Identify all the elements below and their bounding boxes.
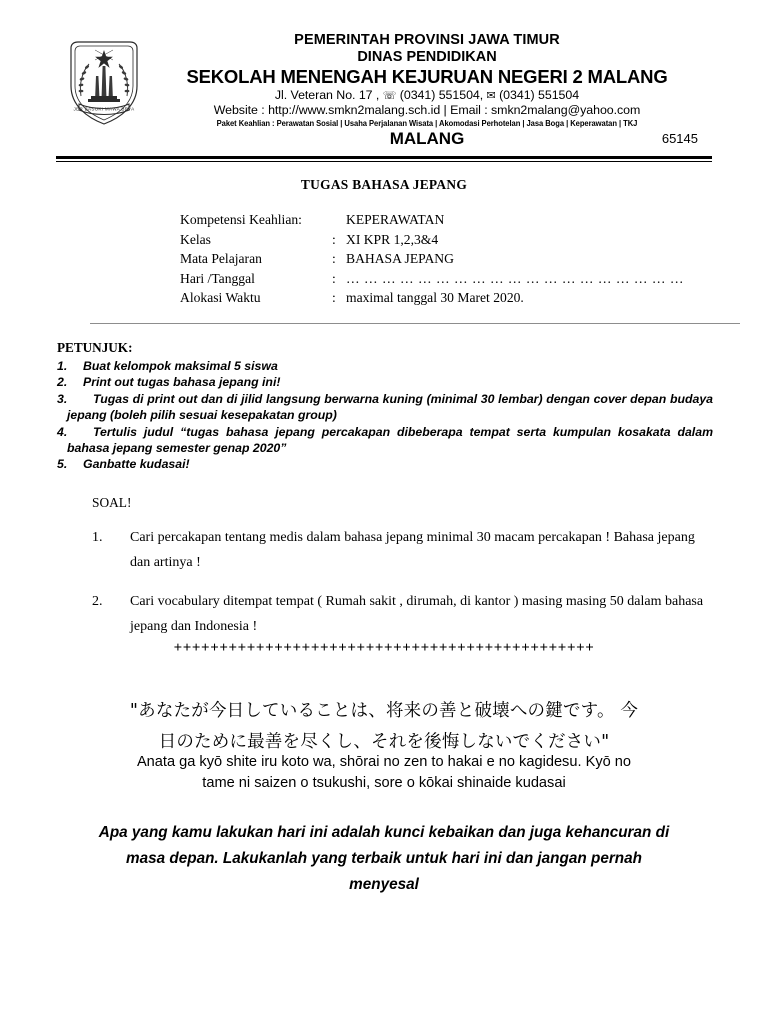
list-item-text: Ganbatte kudasai! <box>83 457 190 472</box>
meta-label: Hari /Tanggal <box>180 270 255 286</box>
list-item <box>57 456 713 472</box>
list-item-number: 3. <box>57 391 68 406</box>
quote-indonesian-line-3: menyesal <box>349 876 419 893</box>
list-item-text: Tugas di print out dan di jilid langsung berwarna kuning (minimal 30 lembar) dengan cover depan budaya jepang (boleh pilih sesuai kesepakatan group) <box>67 391 713 423</box>
list-item <box>57 424 713 457</box>
list-item <box>57 391 713 424</box>
list-item-number: 2. <box>92 594 103 609</box>
meta-value: XI KPR 1,2,3&4 <box>346 231 439 247</box>
quote-romaji-line-2: tame ni saizen o tsukushi, sore o kōkai shinaide kudasai <box>202 775 566 791</box>
list-item-text: Print out tugas bahasa jepang ini! <box>83 375 281 390</box>
list-item-number: 1. <box>92 530 103 545</box>
meta-value: KEPERAWATAN <box>346 212 445 227</box>
letterhead <box>56 32 712 149</box>
meta-row <box>180 210 684 230</box>
meta-row <box>180 230 684 250</box>
svg-text:JER BASUKI MAWA BEYA: JER BASUKI MAWA BEYA <box>73 106 135 112</box>
meta-label: Kompetensi Keahlian: <box>180 212 302 227</box>
list-item-number: 5. <box>57 457 68 472</box>
letterhead-line-department: DINAS PENDIDIKAN <box>357 49 497 65</box>
soal-heading: SOAL! <box>92 495 132 510</box>
meta-label: Mata Pelajaran <box>180 251 262 266</box>
petunjuk-heading: PETUNJUK: <box>57 340 133 355</box>
quote-indonesian-line-2: masa depan. Lakukanlah yang terbaik untuk hari ini dan jangan pernah <box>126 850 642 867</box>
quote-japanese-line-2: 日のために最善を尽くし、それを後悔しないでください" <box>158 732 610 752</box>
address-phone: (0341) 551504, <box>396 88 487 102</box>
quote-romaji-line-1: Anata ga kyō shite iru koto wa, shōrai no zen to hakai e no kagidesu. Kyō no <box>136 754 632 770</box>
letterhead-website-email: Website : http://www.smkn2malang.sch.id | Email : smkn2malang@yahoo.com <box>213 103 641 117</box>
list-item <box>57 374 713 390</box>
emblem-container <box>56 32 152 128</box>
meta-value: BAHASA JEPANG <box>346 251 454 266</box>
address-fax: (0341) 551504 <box>495 88 580 102</box>
list-item-number: 1. <box>57 359 68 373</box>
letterhead-line-school-name: SEKOLAH MENENGAH KEJURUAN NEGERI 2 MALANG <box>186 66 668 87</box>
meta-row <box>180 249 684 269</box>
list-item-text: Buat kelompok maksimal 5 siswa <box>83 359 278 373</box>
header-rule-thin <box>56 161 712 162</box>
meta-colon <box>332 210 346 230</box>
letterhead-city: MALANG <box>389 129 465 148</box>
quote-japanese-line-1: "あなたが今日していることは、将来の善と破壊への鍵です。 今 <box>129 701 639 721</box>
fax-icon: ✉ <box>486 89 496 102</box>
letterhead-zipcode: 65145 <box>661 131 698 146</box>
section-divider-rule <box>90 323 740 324</box>
address-street: Jl. Veteran No. 17 , <box>274 88 383 102</box>
list-item-text: Tertulis judul “tugas bahasa jepang percakapan dibeberapa tempat serta kumpulan kosakata dalam bahasa jepang semester genap 2020” <box>67 424 713 456</box>
meta-row <box>180 288 684 308</box>
document-meta-block <box>180 210 684 308</box>
quote-indonesian <box>86 820 682 898</box>
telephone-icon: ☏ <box>382 89 397 102</box>
letterhead-line-government: PEMERINTAH PROVINSI JAWA TIMUR <box>294 32 560 48</box>
quote-japanese <box>86 696 682 758</box>
soal-list <box>92 525 712 653</box>
list-item-text: Cari percakapan tentang medis dalam bahasa jepang minimal 30 macam percakapan ! Bahasa jepang dan artinya ! <box>130 530 695 570</box>
list-item <box>57 358 713 374</box>
meta-label: Alokasi Waktu <box>180 290 261 305</box>
page-title: TUGAS BAHASA JEPANG <box>300 177 468 192</box>
east-java-provincial-emblem-icon <box>65 36 143 128</box>
plus-sign-divider: ++++++++++++++++++++++++++++++++++++++++++++++ <box>173 640 595 656</box>
list-item-text: Cari vocabulary ditempat tempat ( Rumah sakit , dirumah, di kantor ) masing masing 50 dalam bahasa jepang dan Indonesia ! <box>130 594 704 634</box>
list-item-number: 4. <box>57 424 68 439</box>
meta-label: Kelas <box>180 231 211 247</box>
meta-colon: : <box>332 231 336 247</box>
meta-colon: : <box>332 270 336 286</box>
meta-row <box>180 269 684 289</box>
meta-value: … … … … … … … … … … … … … … … … … … … <box>346 270 684 286</box>
petunjuk-list <box>57 358 713 473</box>
meta-colon: : <box>332 290 336 305</box>
list-item-number: 2. <box>57 375 68 390</box>
meta-value: maximal tanggal 30 Maret 2020. <box>346 290 524 305</box>
header-rule-thick <box>56 156 712 159</box>
letterhead-paket-keahlian: Paket Keahlian : Perawatan Sosial | Usaha Perjalanan Wisata | Akomodasi Perhotelan | Jasa Boga | Keperawatan | TKJ <box>216 118 638 129</box>
list-item <box>92 525 712 575</box>
letterhead-city-row <box>152 129 702 149</box>
quote-romaji <box>86 752 682 794</box>
meta-colon: : <box>332 251 336 266</box>
letterhead-address-line <box>152 88 702 103</box>
list-item <box>92 589 712 639</box>
quote-indonesian-line-1: Apa yang kamu lakukan hari ini adalah kunci kebaikan dan juga kehancuran di <box>98 824 670 841</box>
